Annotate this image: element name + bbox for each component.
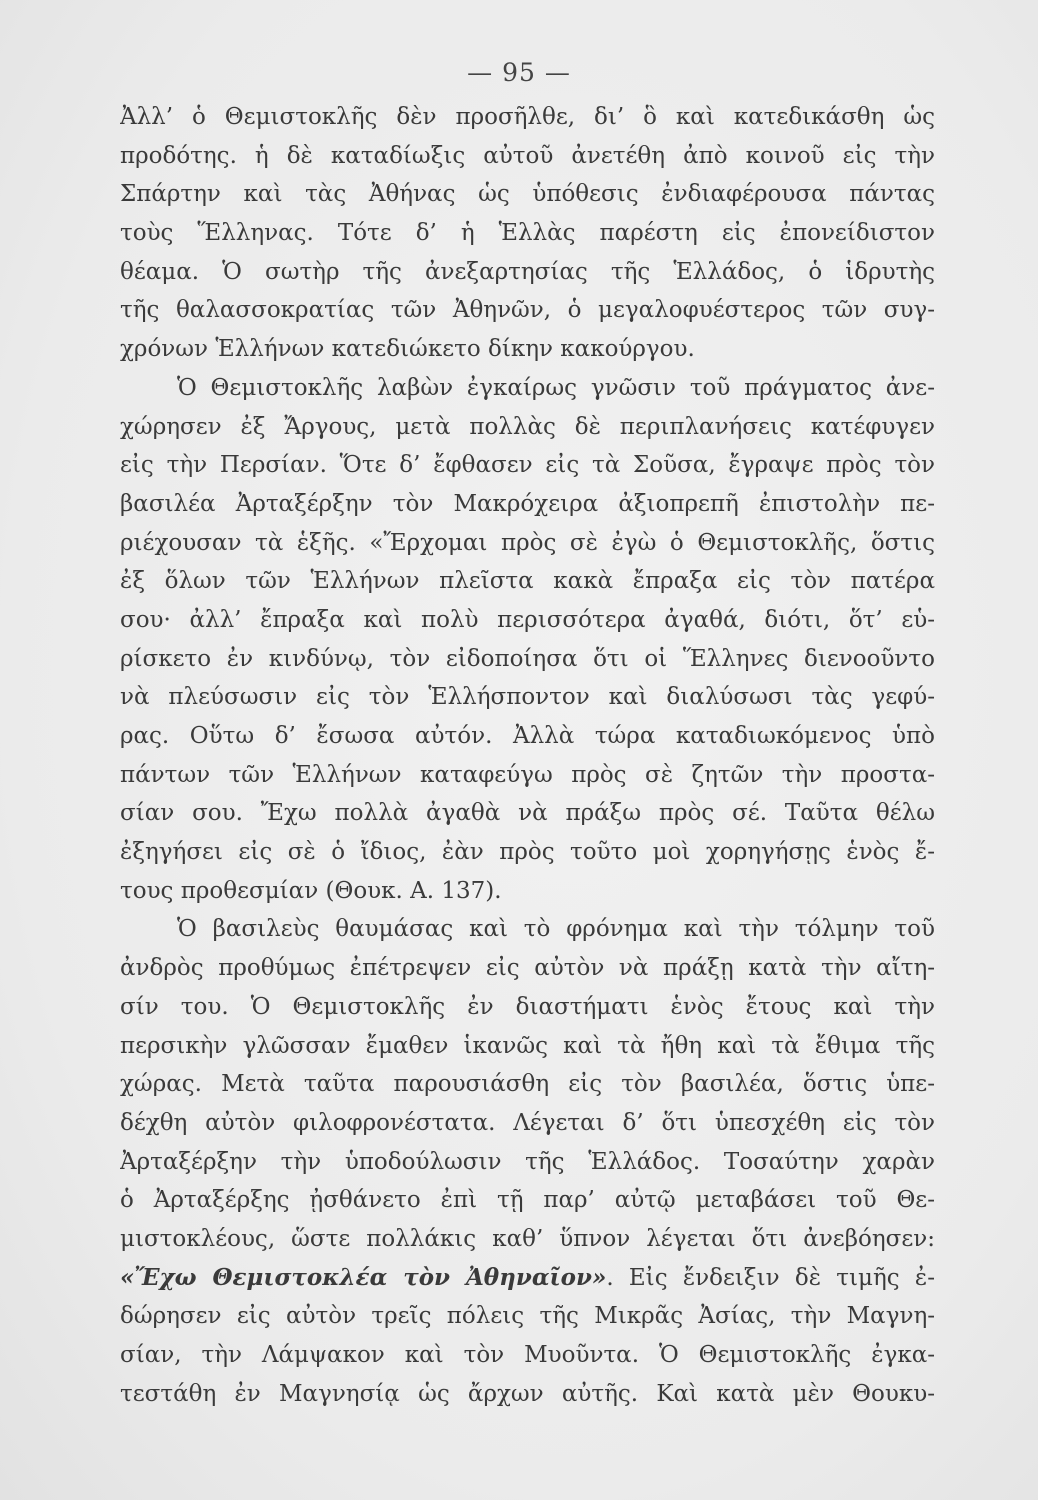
text-line: Ἀλλ’ ὁ Θεμιστοκλῆς δὲν προσῆλθε, δι’ ὃ καὶ κατεδικάσθη ὡς [120,104,935,130]
quoted-emphasis: «Ἔχω Θεμιστοκλέα τὸν Ἀθηναῖον» [120,1263,607,1291]
text-line: τῆς θαλασσοκρατίας τῶν Ἀθηνῶν, ὁ μεγαλοφυέστερος τῶν συγ- [120,297,935,324]
text-line: χώρας. Μετὰ ταῦτα παρουσιάσθη εἰς τὸν βασιλέα, ὅστις ὑπε- [120,1071,935,1098]
text-line: νὰ πλεύσωσιν εἰς τὸν Ἑλλήσποντον καὶ διαλύσωσι τὰς γεφύ- [120,684,935,711]
body-text [120,98,935,1413]
text-line [120,1259,935,1298]
text-line: δέχθη αὐτὸν φιλοφρονέστατα. Λέγεται δ’ ὅτι ὑπεσχέθη εἰς τὸν [120,1109,935,1136]
text-line: ρας. Οὕτω δ’ ἔσωσα αὐτόν. Ἀλλὰ τώρα καταδιωκόμενος ὑπὸ [120,723,935,749]
text-line: περσικὴν γλῶσσαν ἔμαθεν ἱκανῶς καὶ τὰ ἤθη καὶ τὰ ἔθιμα τῆς [120,1032,935,1059]
text-line: σίαν, τὴν Λάμψακον καὶ τὸν Μυοῦντα. Ὁ Θεμιστοκλῆς ἐγκα- [120,1342,935,1368]
text-line: ρίσκετο ἐν κινδύνῳ, τὸν εἰδοποίησα ὅτι οἱ Ἕλληνες διενοοῦντο [120,645,935,672]
text-line: μιστοκλέους, ὥστε πολλάκις καθ’ ὕπνον λέγεται ὅτι ἀνεβόησεν: [120,1225,935,1252]
text-line: Σπάρτην καὶ τὰς Ἀθήνας ὡς ὑπόθεσις ἐνδιαφέρουσα πάντας [120,181,935,208]
text-line: θέαμα. Ὁ σωτὴρ τῆς ἀνεξαρτησίας τῆς Ἑλλάδος, ὁ ἱδρυτὴς [120,258,935,285]
text-line: πάντων τῶν Ἑλλήνων καταφεύγω πρὸς σὲ ζητῶν τὴν προστα- [120,761,935,788]
text-line: τοὺς Ἕλληνας. Τότε δ’ ἡ Ἑλλὰς παρέστη εἰς ἐπονείδιστον [120,220,935,247]
text-line: ὁ Ἀρταξέρξης ᾐσθάνετο ἐπὶ τῇ παρ’ αὐτῷ μεταβάσει τοῦ Θε- [120,1187,935,1214]
text-line: ἀνδρὸς προθύμως ἐπέτρεψεν εἰς αὐτὸν νὰ πράξῃ κατὰ τὴν αἴτη- [120,955,935,982]
text-line: σίν του. Ὁ Θεμιστοκλῆς ἐν διαστήματι ἑνὸς ἔτους καὶ τὴν [120,993,935,1020]
text-line: Ὁ Θεμιστοκλῆς λαβὼν ἐγκαίρως γνῶσιν τοῦ πράγματος ἀνε- [177,374,935,401]
text-line: ἐξ ὅλων τῶν Ἑλλήνων πλεῖστα κακὰ ἔπραξα εἰς τὸν πατέρα [120,568,935,595]
text-line: τους προθεσμίαν (Θουκ. Α. 137). [120,877,502,904]
text-line: ριέχουσαν τὰ ἑξῆς. «Ἔρχομαι πρὸς σὲ ἐγὼ ὁ Θεμιστοκλῆς, ὅστις [120,529,935,556]
text-line: τεστάθη ἐν Μαγνησίᾳ ὡς ἄρχων αὐτῆς. Καὶ κατὰ μὲν Θουκυ- [120,1380,935,1407]
text-line: Ὁ βασιλεὺς θαυμάσας καὶ τὸ φρόνημα καὶ τὴν τόλμην τοῦ [177,916,935,943]
text-line: Ἀρταξέρξην τὴν ὑποδούλωσιν τῆς Ἑλλάδος. Τοσαύτην χαρὰν [120,1148,935,1175]
text-line: βασιλέα Ἀρταξέρξην τὸν Μακρόχειρα ἀξιοπρεπῆ ἐπιστολὴν πε- [120,490,935,517]
text-line: εἰς τὴν Περσίαν. Ὅτε δ’ ἔφθασεν εἰς τὰ Σοῦσα, ἔγραψε πρὸς τὸν [120,452,935,479]
page-number: — 95 — [467,58,571,87]
text-line: χώρησεν ἐξ Ἄργους, μετὰ πολλὰς δὲ περιπλανήσεις κατέφυγεν [120,413,935,440]
text-line: χρόνων Ἑλλήνων κατεδιώκετο δίκην κακούργου. [120,336,695,363]
text-line: ἐξηγήσει εἰς σὲ ὁ ἴδιος, ἐὰν πρὸς τοῦτο μοὶ χορηγήσῃς ἑνὸς ἔ- [120,839,935,866]
text-line: δώρησεν εἰς αὐτὸν τρεῖς πόλεις τῆς Μικρᾶς Ἀσίας, τὴν Μαγνη- [120,1303,935,1330]
text-line: σου· ἀλλ’ ἔπραξα καὶ πολὺ περισσότερα ἀγαθά, διότι, ὅτ’ εὑ- [120,606,935,633]
text-line: προδότης. ἡ δὲ καταδίωξις αὐτοῦ ἀνετέθη ἀπὸ κοινοῦ εἰς τὴν [120,142,935,169]
text-line: σίαν σου. Ἔχω πολλὰ ἀγαθὰ νὰ πράξω πρὸς σέ. Ταῦτα θέλω [120,800,935,827]
text-line-rest: . Εἰς ἔνδειξιν δὲ τιμῆς ἐ- [606,1264,935,1291]
